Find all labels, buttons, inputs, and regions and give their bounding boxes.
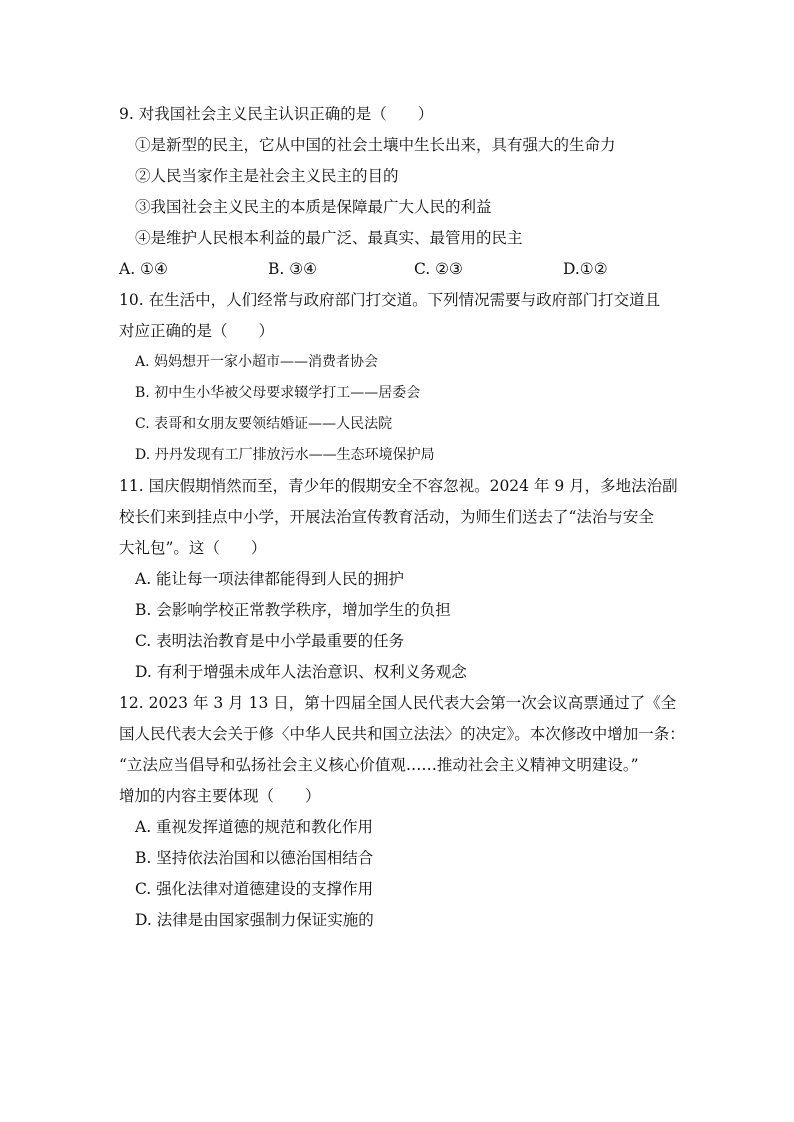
question-11-stem-line-1: 11. 国庆假期悄然而至，青少年的假期安全不容忽视。2024 年 9 月，多地法治副: [119, 477, 678, 495]
question-10-stem-line-1: 10. 在生活中，人们经常与政府部门打交道。下列情况需要与政府部门打交道且: [119, 291, 661, 309]
question-9-stem: 9. 对我国社会主义民主认识正确的是（ ）: [119, 105, 434, 123]
question-12-choice-d: D. 法律是由国家强制力保证实施的: [135, 911, 374, 929]
question-12-stem-line-1: 12. 2023 年 3 月 13 日，第十四届全国人民代表大会第一次会议高票通过了《全: [119, 694, 677, 712]
question-12-choice-b: B. 坚持依法治国和以德治国相结合: [135, 849, 374, 867]
question-11-choice-c: C. 表明法治教育是中小学最重要的任务: [135, 632, 405, 650]
question-9-choice-c: C. ②③: [414, 260, 463, 278]
question-12-stem-line-3: “立法应当倡导和弘扬社会主义核心价值观……推动社会主义精神文明建设。”: [119, 756, 639, 774]
question-10-choice-d: D. 丹丹发现有工厂排放污水——生态环境保护局: [135, 447, 435, 463]
question-11-choice-a: A. 能让每一项法律都能得到人民的拥护: [135, 570, 405, 588]
question-9-choice-d: D.①②: [563, 260, 608, 278]
question-9-statement-1: ①是新型的民主，它从中国的社会土壤中生长出来，具有强大的生命力: [135, 136, 616, 154]
question-9-choice-a: A. ①④: [119, 260, 168, 278]
question-9-statement-2: ②人民当家作主是社会主义民主的目的: [135, 167, 399, 185]
question-12-stem-line-2: 国人民代表大会关于修〈中华人民共和国立法法〉的决定》。本次修改中增加一条：: [119, 725, 685, 743]
question-10-choice-a: A. 妈妈想开一家小超市——消费者协会: [135, 354, 379, 370]
question-9-statement-3: ③我国社会主义民主的本质是保障最广大人民的利益: [135, 198, 492, 216]
question-12-stem-line-4: 增加的内容主要体现（ ）: [119, 787, 321, 805]
question-9-statement-4: ④是维护人民根本利益的最广泛、最真实、最管用的民主: [135, 229, 523, 247]
question-9-choice-b: B. ③④: [268, 260, 318, 278]
question-10-choice-b: B. 初中生小华被父母要求辍学打工——居委会: [135, 385, 421, 401]
question-12-choice-c: C. 强化法律对道德建设的支撑作用: [135, 880, 374, 898]
question-10-stem-line-2: 对应正确的是（ ）: [119, 322, 275, 340]
question-11-stem-line-2: 校长们来到挂点中小学，开展法治宣传教育活动，为师生们送去了“法治与安全: [119, 508, 654, 526]
question-11-stem-line-3: 大礼包”。这（ ）: [119, 539, 267, 557]
question-10-choice-c: C. 表哥和女朋友要领结婚证——人民法院: [135, 416, 393, 432]
question-11-choice-d: D. 有利于增强未成年人法治意识、权利义务观念: [135, 663, 467, 681]
question-12-choice-a: A. 重视发挥道德的规范和教化作用: [135, 818, 374, 836]
question-11-choice-b: B. 会影响学校正常教学秩序，增加学生的负担: [135, 601, 451, 619]
